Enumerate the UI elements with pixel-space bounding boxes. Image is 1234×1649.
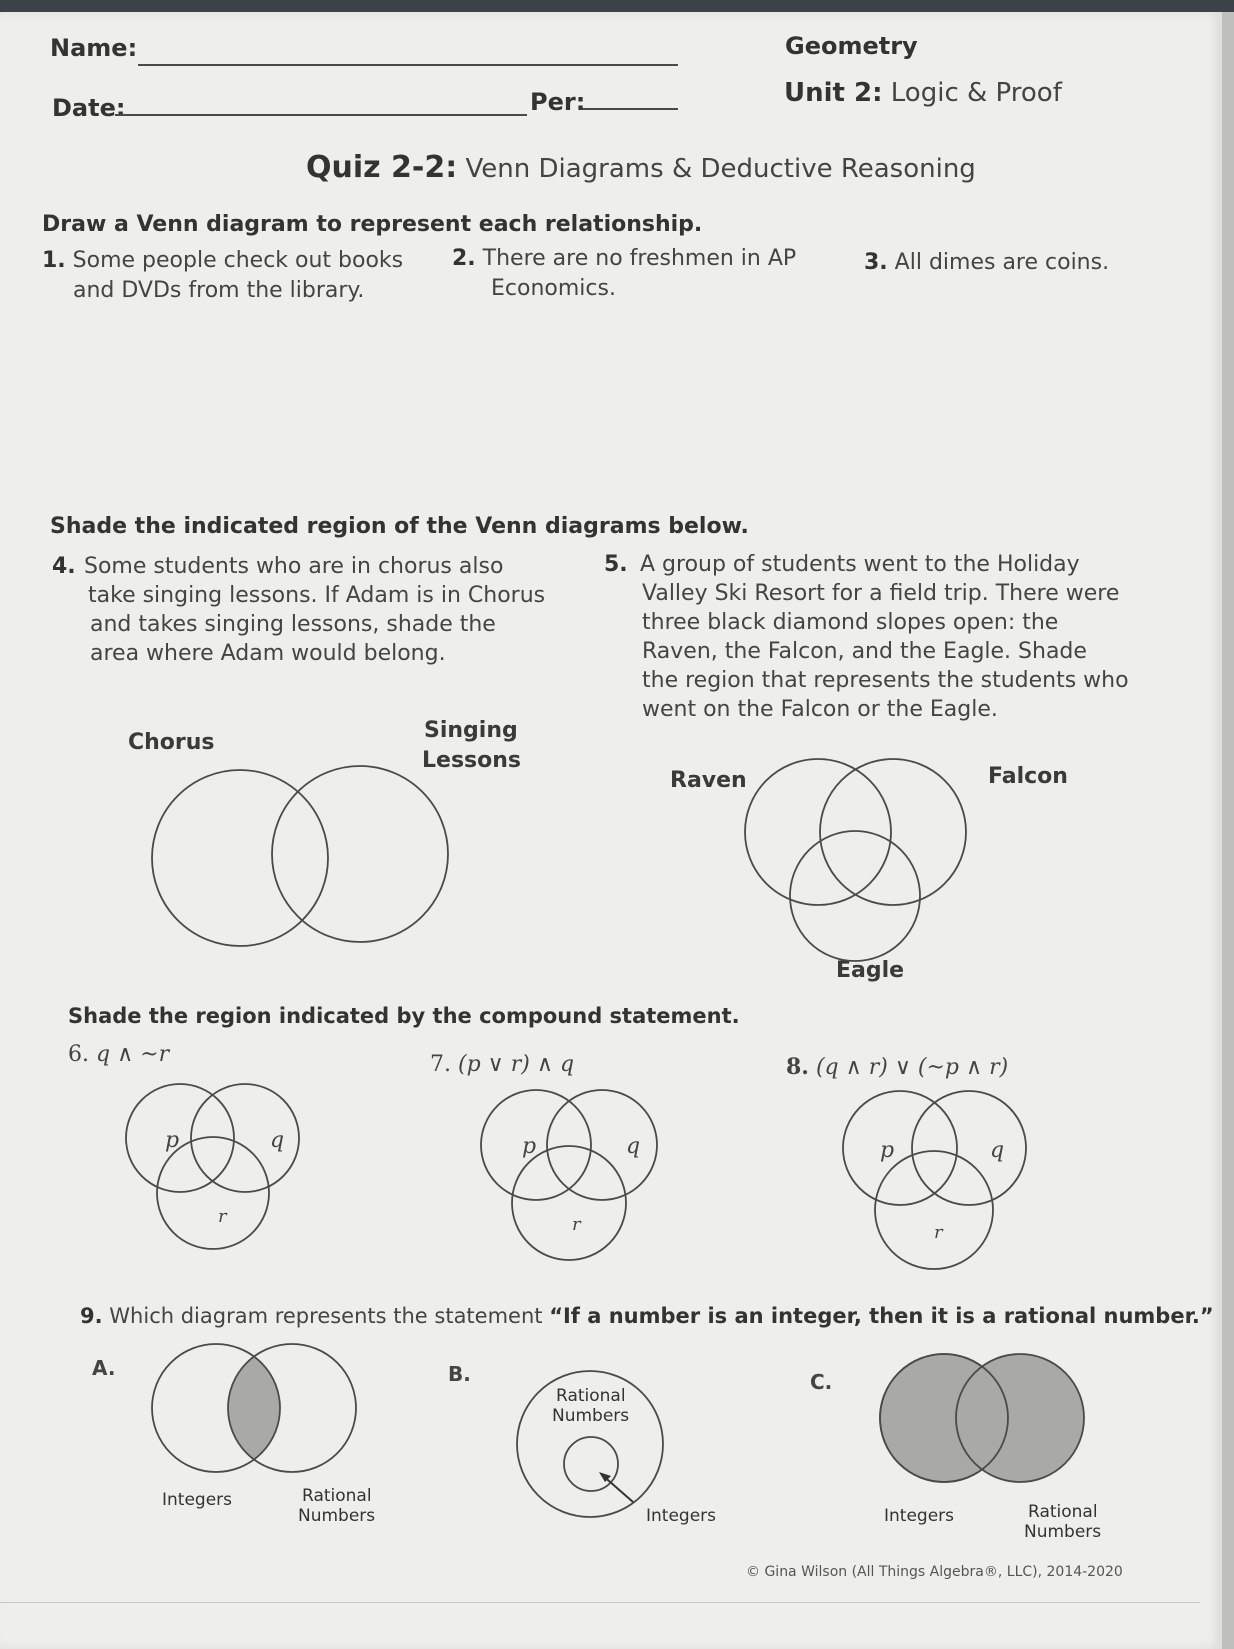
copyright-footer: © Gina Wilson (All Things Algebra®, LLC), 2014-2020 — [746, 1564, 1123, 1580]
q4-line-4: area where Adam would belong. — [90, 641, 446, 666]
q4-line-2: take singing lessons. If Adam is in Chorus — [88, 583, 546, 608]
q9-text: 9. Which diagram represents the statement “If a number is an integer, then it is a rational number.” — [80, 1304, 1214, 1328]
option-a-rational-label-2: Numbers — [298, 1506, 376, 1526]
q6-q-label: q — [270, 1128, 285, 1153]
quiz-title: Quiz 2-2: Venn Diagrams & Deductive Reasoning — [306, 150, 976, 185]
q8-p-label: p — [880, 1138, 895, 1163]
option-b-rational-label-2: Numbers — [552, 1406, 630, 1426]
option-c-rational-label-1: Rational — [1028, 1502, 1098, 1522]
option-c-integers-label: Integers — [884, 1506, 955, 1526]
option-b-rational-label-1: Rational — [556, 1386, 626, 1406]
section3-heading: Shade the region indicated by the compound statement. — [68, 1004, 740, 1028]
page-bottom-divider — [0, 1602, 1200, 1603]
q7-r-label: r — [572, 1214, 581, 1235]
option-a-diagram[interactable] — [150, 1342, 380, 1482]
q5-line-6: went on the Falcon or the Eagle. — [642, 697, 998, 722]
falcon-label: Falcon — [988, 764, 1068, 789]
q6-r-label: r — [218, 1206, 227, 1227]
name-blank[interactable] — [138, 64, 678, 66]
q-circle[interactable] — [547, 1090, 657, 1200]
q7-p-label: p — [522, 1134, 537, 1159]
worksheet-page — [0, 12, 1222, 1649]
option-c-rational-label-2: Numbers — [1024, 1522, 1102, 1542]
q1-text-line2: and DVDs from the library. — [73, 278, 365, 303]
q5-line-1: A group of students went to the Holiday — [640, 552, 1080, 577]
date-label: Date: — [52, 94, 126, 122]
name-label: Name: — [50, 34, 138, 62]
option-c-letter[interactable]: C. — [810, 1370, 833, 1394]
q4-line-1: Some students who are in chorus also — [84, 554, 504, 579]
q5-line-4: Raven, the Falcon, and the Eagle. Shade — [642, 639, 1087, 664]
q7-q-label: q — [626, 1134, 641, 1159]
option-a-letter[interactable]: A. — [92, 1356, 116, 1380]
option-a-rational-label-1: Rational — [302, 1486, 372, 1506]
unit-title: Unit 2: Logic & Proof — [784, 78, 1062, 108]
q7-venn-diagram — [480, 1088, 680, 1278]
q4-venn-diagram — [150, 762, 470, 962]
q3-text: 3. All dimes are coins. — [864, 250, 1110, 275]
q4-line-3: and takes singing lessons, shade the — [90, 612, 496, 637]
eagle-circle[interactable] — [790, 831, 920, 961]
chorus-label: Chorus — [128, 730, 215, 755]
course-title: Geometry — [785, 32, 918, 60]
lessons-label: Lessons — [422, 748, 521, 773]
section1-heading: Draw a Venn diagram to represent each relationship. — [42, 212, 703, 237]
r-circle[interactable] — [875, 1151, 993, 1269]
q5-number: 5. — [604, 552, 628, 577]
q5-line-2: Valley Ski Resort for a field trip. There were — [642, 581, 1120, 606]
q5-line-5: the region that represents the students who — [642, 668, 1129, 693]
option-b-letter[interactable]: B. — [448, 1362, 471, 1386]
section2-heading: Shade the indicated region of the Venn diagrams below. — [50, 514, 749, 539]
q4-number: 4. — [52, 554, 76, 579]
singing-label: Singing — [424, 718, 518, 743]
per-blank[interactable] — [582, 108, 678, 110]
option-b-integers-label: Integers — [646, 1506, 717, 1526]
q8-statement: 8. (q ∧ r) ∨ (~p ∧ r) — [786, 1054, 1009, 1080]
q2-text: 2. There are no freshmen in AP — [452, 246, 797, 271]
q1-text: 1. Some people check out books — [42, 248, 404, 273]
q6-p-label: p — [165, 1128, 180, 1153]
p-circle[interactable] — [843, 1091, 957, 1205]
page-edge-shadow — [1222, 12, 1234, 1649]
option-a-integers-label: Integers — [162, 1490, 233, 1510]
q7-statement: 7. (p ∨ r) ∧ q — [430, 1052, 575, 1077]
q5-line-3: three black diamond slopes open: the — [642, 610, 1059, 635]
q5-venn-diagram — [740, 752, 1000, 992]
q2-text-line2: Economics. — [491, 276, 616, 301]
q8-venn-diagram — [842, 1090, 1042, 1280]
option-c-diagram[interactable] — [878, 1352, 1108, 1492]
q-circle[interactable] — [912, 1091, 1026, 1205]
r-circle[interactable] — [157, 1137, 269, 1249]
singing-lessons-circle[interactable] — [272, 766, 448, 942]
q8-r-label: r — [934, 1222, 943, 1243]
q6-venn-diagram — [125, 1082, 325, 1272]
r-circle[interactable] — [512, 1146, 626, 1260]
rational-numbers-shaded-circle — [956, 1354, 1084, 1482]
date-blank[interactable] — [115, 114, 527, 116]
q6-statement: 6. q ∧ ~r — [68, 1042, 170, 1067]
q8-q-label: q — [990, 1138, 1005, 1163]
eagle-label: Eagle — [836, 958, 905, 983]
per-label: Per: — [530, 88, 586, 116]
raven-label: Raven — [670, 768, 747, 793]
